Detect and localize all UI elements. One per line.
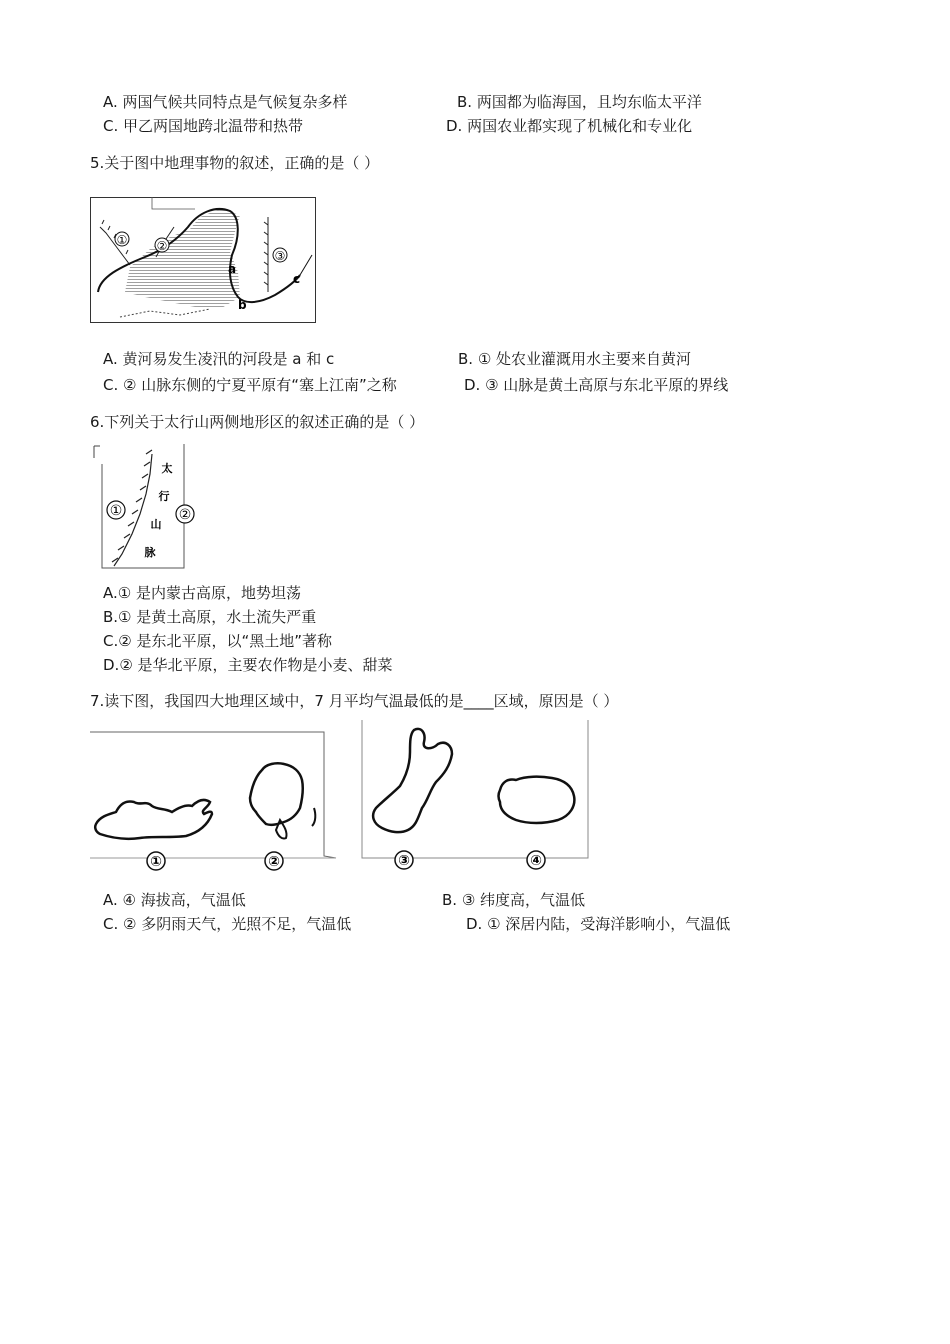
q7-label-4: ④	[530, 853, 542, 869]
q6-option-b: B.① 是黄土高原，水土流失严重	[103, 608, 317, 626]
q5-option-a: A. 黄河易发生凌汛的河段是 a 和 c	[103, 350, 335, 368]
q7-option-b: B. ③ 纬度高，气温低	[442, 891, 586, 909]
q6-name-char-2: 行	[158, 490, 170, 503]
q7-option-a: A. ④ 海拔高，气温低	[103, 891, 246, 909]
q7-regions-figure-left	[90, 728, 340, 876]
q6-label-1: ①	[109, 503, 123, 519]
q6-option-c: C.② 是东北平原，以“黑土地”著称	[103, 632, 333, 650]
q7-option-d: D. ① 深居内陆，受海洋影响小，气温低	[466, 915, 731, 933]
q6-name-char-3: 山	[150, 518, 162, 531]
q7-option-c: C. ② 多阴雨天气，光照不足，气温低	[103, 915, 352, 933]
q7-regions-figure-right	[360, 720, 592, 876]
q4-option-d: D. 两国农业都实现了机械化和专业化	[446, 117, 693, 135]
q7-stem: 7.读下图，我国四大地理区域中，7 月平均气温最低的是____区域，原因是（ ）	[90, 692, 619, 710]
region-4-outline	[499, 777, 575, 823]
q6-stem: 6.下列关于太行山两侧地形区的叙述正确的是（ ）	[90, 413, 425, 431]
q6-name-char-4: 脉	[144, 546, 156, 559]
q6-map-figure	[92, 444, 192, 570]
q5-option-d: D. ③ 山脉是黄土高原与东北平原的界线	[464, 376, 729, 394]
region-1-outline	[95, 800, 212, 839]
q5-option-c: C. ② 山脉东侧的宁夏平原有“塞上江南”之称	[103, 376, 397, 394]
q5-label-2: ②	[156, 239, 168, 253]
q7-label-3: ③	[398, 853, 410, 869]
region-3-outline	[373, 729, 452, 832]
q5-label-1: ①	[116, 233, 128, 247]
region-2-outline	[250, 763, 303, 825]
q6-label-2: ②	[178, 507, 192, 523]
q5-stem: 5.关于图中地理事物的叙述，正确的是（ ）	[90, 154, 380, 172]
q4-option-c: C. 甲乙两国地跨北温带和热带	[103, 117, 304, 135]
q5-label-a: a	[228, 262, 237, 276]
q6-name-char-1: 太	[161, 462, 173, 475]
q5-label-b: b	[238, 298, 247, 312]
q6-option-a: A.① 是内蒙古高原，地势坦荡	[103, 584, 301, 602]
q5-label-c: c	[293, 272, 301, 286]
q5-map-figure	[90, 197, 316, 323]
q5-label-3: ③	[274, 249, 286, 263]
q5-option-b: B. ① 处农业灌溉用水主要来自黄河	[458, 350, 692, 368]
q4-option-a: A. 两国气候共同特点是气候复杂多样	[103, 93, 348, 111]
q7-label-1: ①	[150, 854, 162, 870]
q7-label-2: ②	[268, 854, 280, 870]
q4-option-b: B. 两国都为临海国，且均东临太平洋	[457, 93, 702, 111]
q6-option-d: D.② 是华北平原，主要农作物是小麦、甜菜	[103, 656, 393, 674]
